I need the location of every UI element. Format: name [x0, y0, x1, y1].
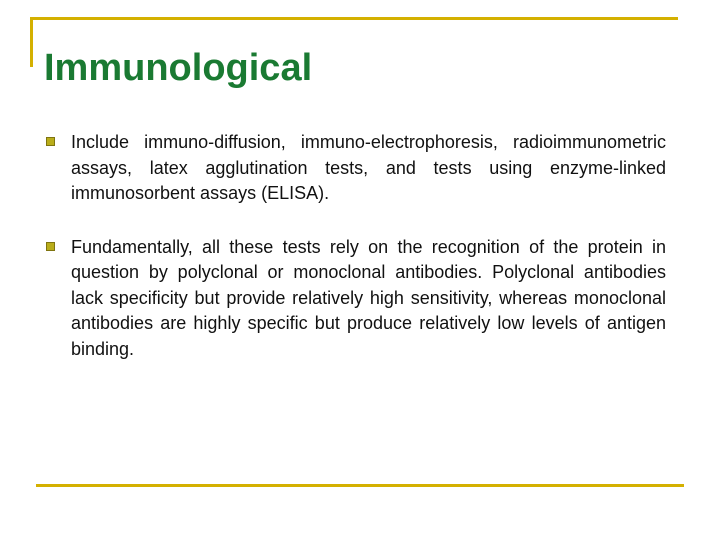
bullet-item: [46, 235, 666, 363]
square-bullet-icon: [46, 137, 55, 146]
bullet-list: [46, 130, 666, 390]
bullet-item: [46, 130, 666, 207]
top-accent-line: [30, 17, 678, 20]
slide-title: Immunological: [44, 47, 313, 89]
bullet-text: Include immuno-diffusion, immuno-electrophoresis, radioimmunometric assays, latex agglutination tests, and tests using enzyme-linked immunosorbent assays (ELISA).: [71, 132, 666, 203]
left-accent-line: [30, 17, 33, 67]
bottom-accent-line: [36, 484, 684, 487]
bullet-text: Fundamentally, all these tests rely on the recognition of the protein in question by polyclonal or monoclonal antibodies. Polyclonal antibodies lack specificity but provide relatively high sensitivity, whereas monoclonal antibodies are highly specific but produce relatively low levels of antigen binding.: [71, 236, 666, 359]
square-bullet-icon: [46, 242, 55, 251]
